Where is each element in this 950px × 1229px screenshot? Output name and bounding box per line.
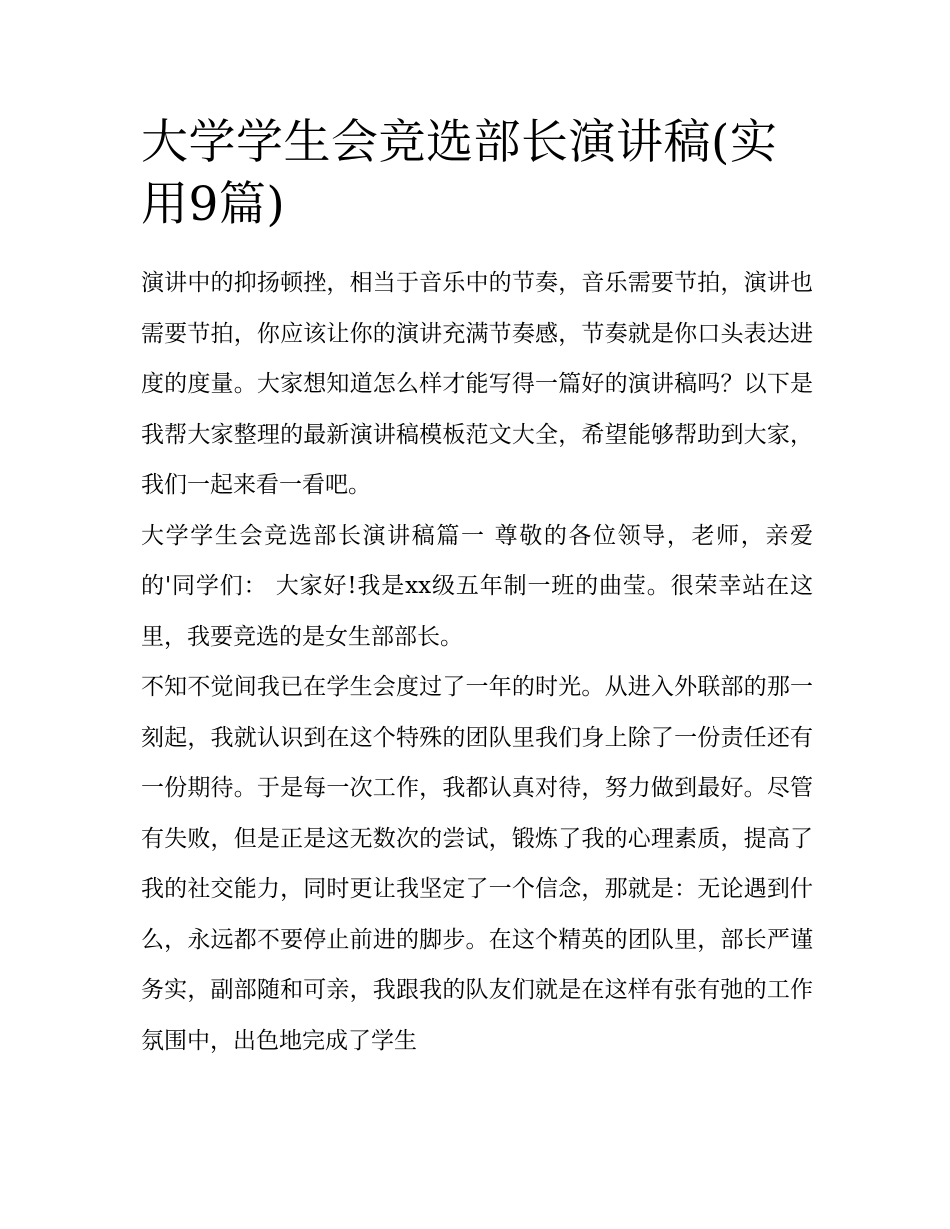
document-body [141, 112, 813, 1066]
paragraph-speech-opening: 大学学生会竞选部长演讲稿篇一 尊敬的各位领导，老师，亲爱的'同学们： 大家好!我是xx级五年制一班的曲莹。很荣幸站在这里，我要竞选的是女生部部长。 [141, 522, 813, 650]
document-paragraphs [141, 258, 813, 1066]
paragraph-intro: 演讲中的抑扬顿挫，相当于音乐中的节奏，音乐需要节拍，演讲也需要节拍，你应该让你的演讲充满节奏感，节奏就是你口头表达进度的度量。大家想知道怎么样才能写得一篇好的演讲稿吗？以下是我帮大家整理的最新演讲稿模板范文大全，希望能够帮助到大家，我们一起来看一看吧。 [141, 270, 813, 498]
document-title: 大学学生会竞选部长演讲稿(实用9篇) [141, 115, 778, 232]
paragraph-speech-body: 不知不觉间我已在学生会度过了一年的时光。从进入外联部的那一刻起，我就认识到在这个特殊的团队里我们身上除了一份责任还有一份期待。于是每一次工作，我都认真对待，努力做到最好。尽管有失败，但是正是这无数次的尝试，锻炼了我的心理素质，提高了我的社交能力，同时更让我坚定了一个信念，那就是：无论遇到什么，永远都不要停止前进的脚步。在这个精英的团队里，部长严谨务实，副部随和可亲，我跟我的队友们就是在这样有张有弛的工作氛围中，出色地完成了学生 [141, 674, 813, 1054]
